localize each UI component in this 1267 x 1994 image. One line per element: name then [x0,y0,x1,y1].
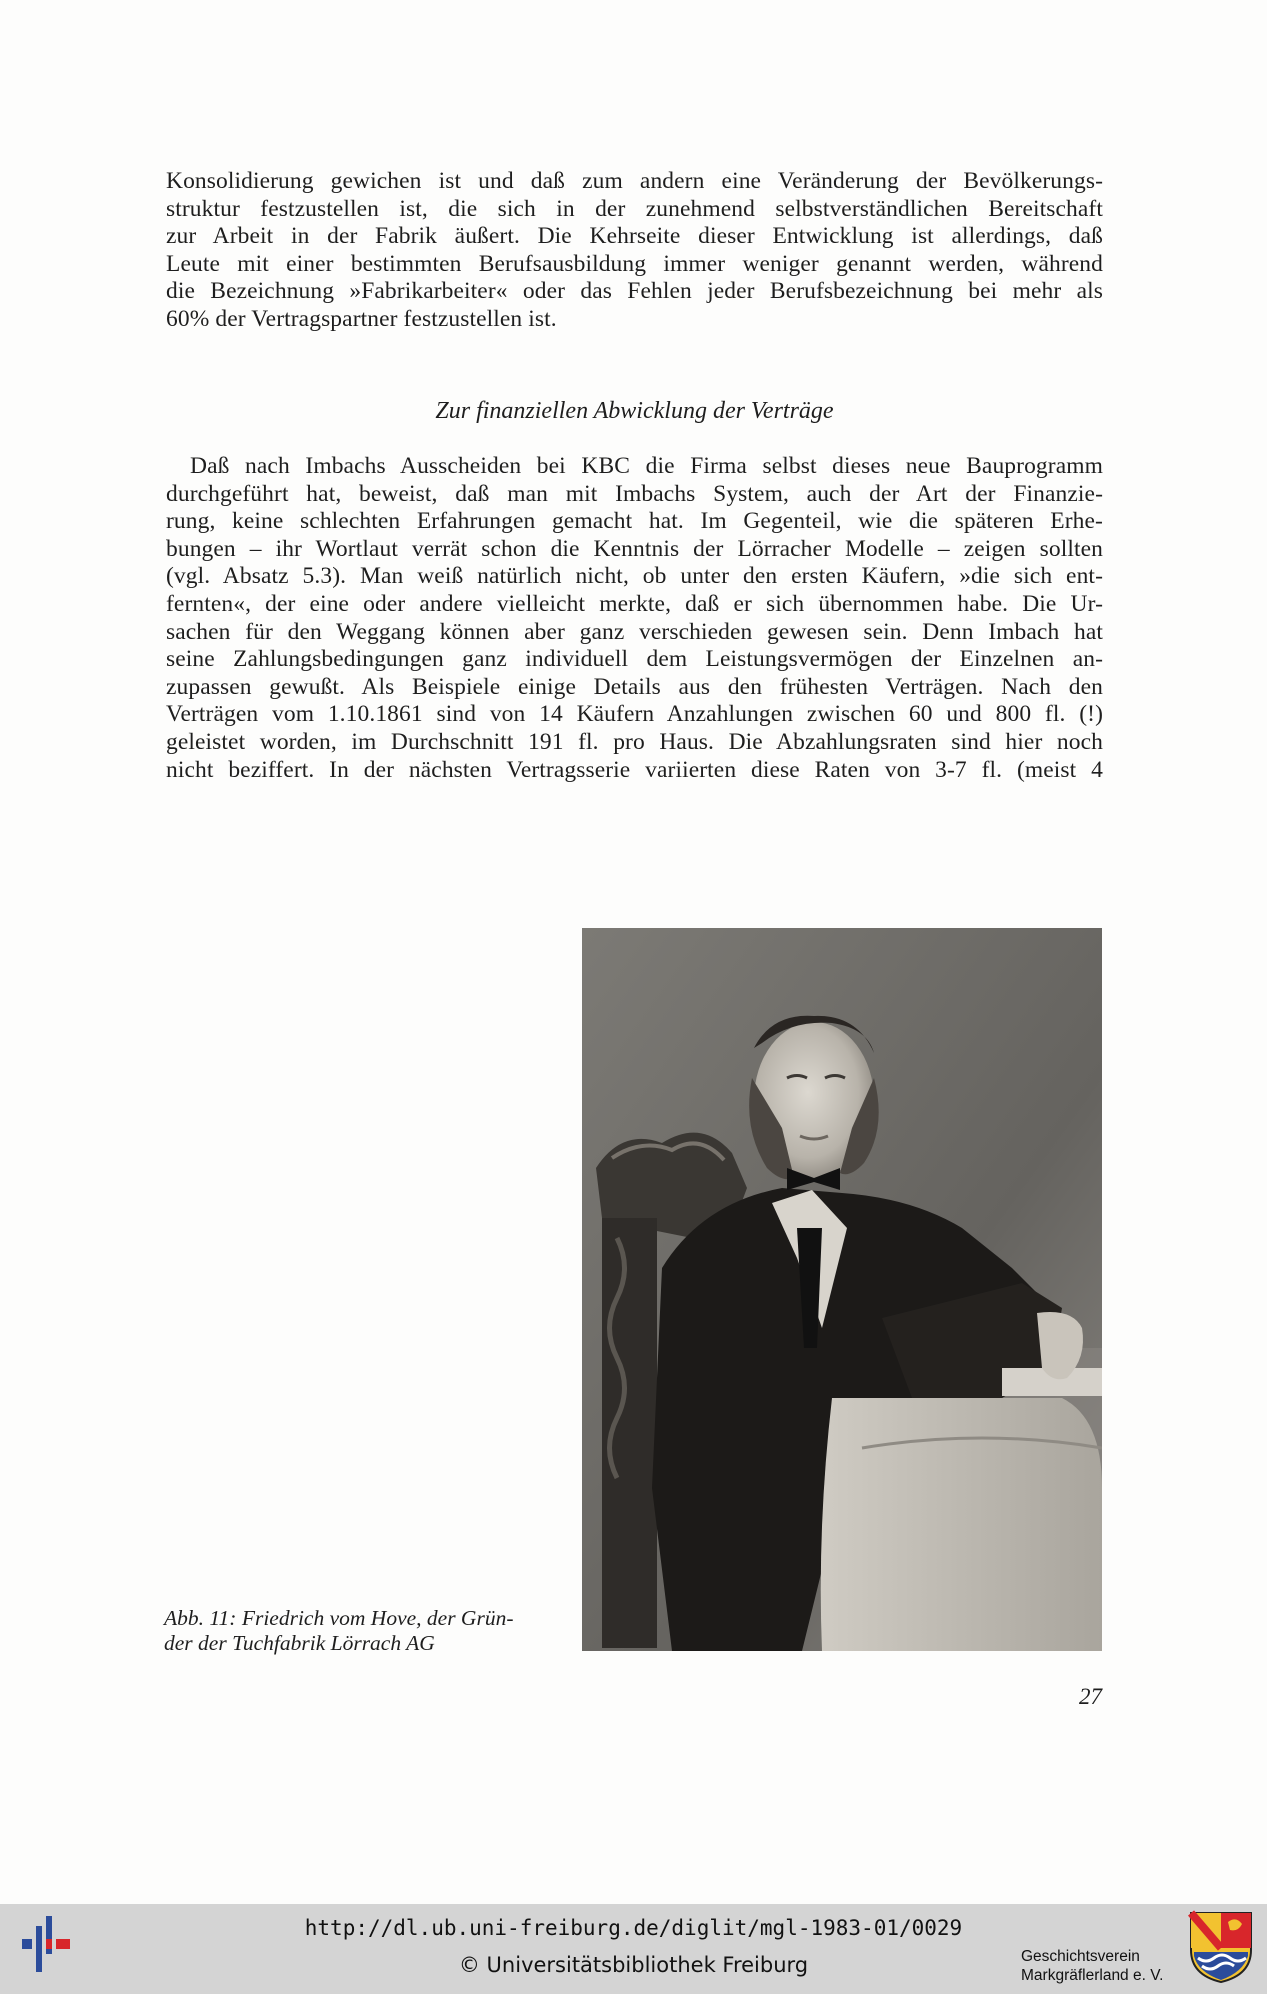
society-crest-icon [1188,1910,1254,1984]
text-line: 60% der Vertragspartner festzustellen ist. [166,305,557,332]
figure-caption [164,1606,574,1655]
text-line: durchgeführt hat, beweist, daß man mit Imbachs System, auch der Art der Finanzie- [166,480,1103,507]
portrait-illustration [582,928,1102,1651]
portrait-photo [582,928,1102,1651]
text-line: rung, keine schlechten Erfahrungen gemacht hat. Im Gegenteil, wie die späteren Erhe- [166,508,1103,535]
society-name-line: Markgräflerland e. V. [1021,1967,1164,1984]
text-line: bungen – ihr Wortlaut verrät schon die Kenntnis der Lörracher Modelle – zeigen sollten [166,535,1103,562]
text-line: Konsolidierung gewichen ist und daß zum andern eine Veränderung der Bevölkerungs- [166,168,1103,194]
page-number: 27 [1079,1684,1102,1709]
text-line: zur Arbeit in der Fabrik äußert. Die Kehrseite dieser Entwicklung ist allerdings, daß [166,223,1103,250]
text-line: struktur festzustellen ist, die sich in der zunehmend selbstverständlichen Bereitschaft [166,195,1103,222]
society-name-line: Geschichtsverein [1021,1948,1140,1965]
text-line: Verträgen vom 1.10.1861 sind von 14 Käufern Anzahlungen zwischen 60 und 800 fl. (!) [166,701,1103,728]
caption-line: der der Tuchfabrik Lörrach AG [164,1630,435,1655]
section-heading: Zur finanziellen Abwicklung der Verträge [435,398,834,424]
text-line: sachen für den Weggang können aber ganz verschieden gewesen sein. Denn Imbach hat [166,618,1103,645]
text-line: (vgl. Absatz 5.3). Man weiß natürlich nicht, ob unter den ersten Käufern, »die sich ent- [166,563,1103,590]
text-line: zupassen gewußt. Als Beispiele einige Details aus den frühesten Verträgen. Nach den [166,673,1103,700]
text-line: geleistet worden, im Durchschnitt 191 fl. pro Haus. Die Abzahlungsraten sind hier noch [166,728,1103,755]
text-line: seine Zahlungsbedingungen ganz individuell dem Leistungsvermögen der Einzelnen an- [166,646,1103,673]
text-line: Leute mit einer bestimmten Berufsausbildung immer weniger genannt werden, während [166,250,1103,277]
paragraph-continued [166,168,1103,334]
text-line: fernten«, der eine oder andere vielleicht merkte, daß er sich übernommen habe. Die Ur- [166,590,1103,617]
caption-line: Abb. 11: Friedrich vom Hove, der Grün- [164,1606,514,1630]
society-name [1021,1947,1163,1985]
text-line: nicht beziffert. In der nächsten Vertragsserie variierten diese Raten von 3-7 fl. (meist 4 [166,756,1103,783]
text-line: Daß nach Imbachs Ausscheiden bei KBC die Firma selbst dieses neue Bauprogramm [190,453,1103,479]
text-line: die Bezeichnung »Fabrikarbeiter« oder das Fehlen jeder Berufsbezeichnung bei mehr als [166,278,1103,305]
copyright-notice: © Universitätsbibliothek Freiburg [458,1953,809,1977]
paragraph-financing [166,453,1103,784]
permalink-url[interactable]: http://dl.ub.uni-freiburg.de/diglit/mgl-1983-01/0029 [304,1916,963,1940]
